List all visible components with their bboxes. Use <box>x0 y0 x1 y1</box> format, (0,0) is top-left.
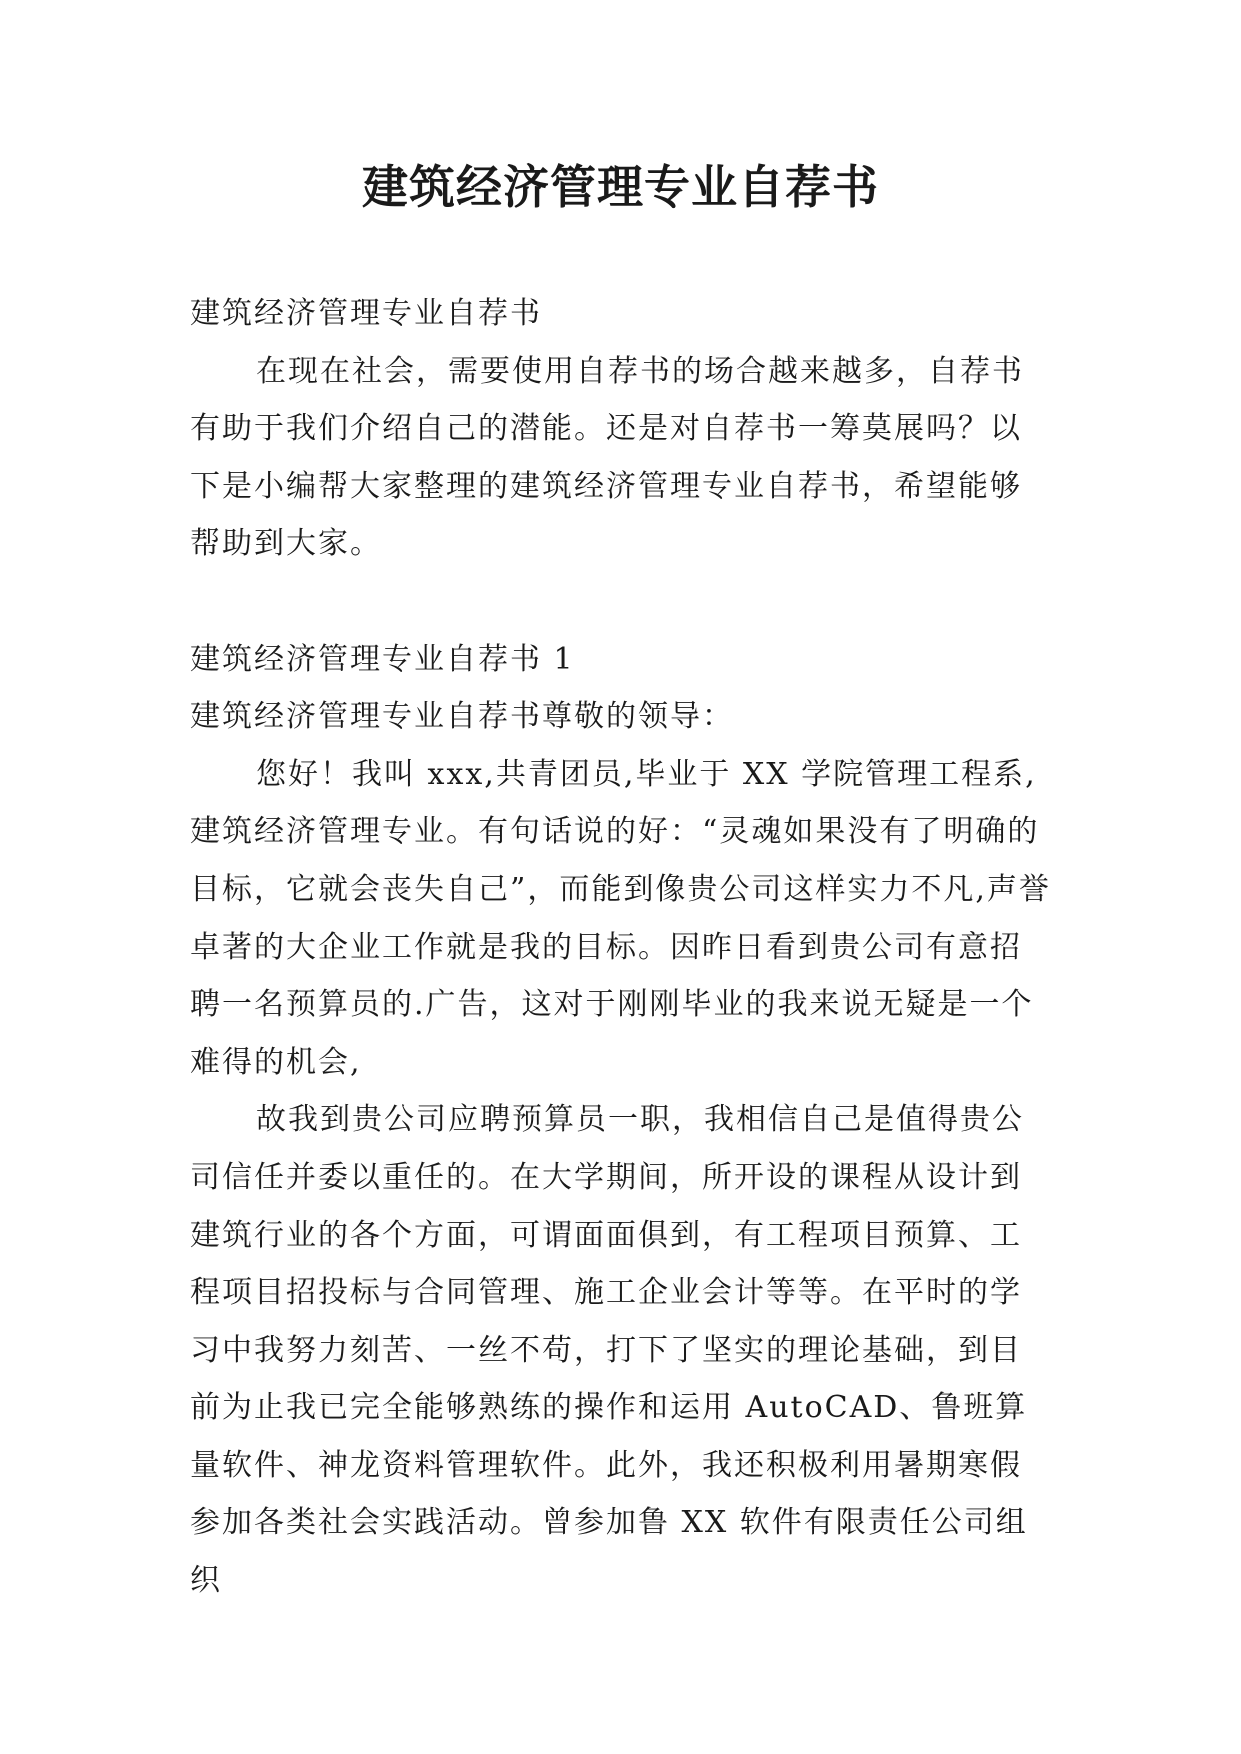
body-paragraph: 故我到贵公司应聘预算员一职，我相信自己是值得贵公司信任并委以重任的。在大学期间，所开设的课程从设计到建筑行业的各个方面，可谓面面俱到，有工程项目预算、工程项目招投标与合同管理、施工企业会计等等。在平时的学习中我努力刻苦、一丝不苟，打下了坚实的理论基础，到目前为止我已完全能够熟练的操作和运用 AutoCAD、鲁班算量软件、神龙资料管理软件。此外，我还积极利用暑期寒假参加各类社会实践活动。曾参加鲁 XX 软件有限责任公司组织 <box>190 1102 1028 1599</box>
document-body <box>190 285 1052 1610</box>
body-paragraph: 您好！我叫 xxx,共青团员,毕业于 XX 学院管理工程系,建筑经济管理专业。有句话说的好：“灵魂如果没有了明确的目标，它就会丧失自己”，而能到像贵公司这样实力不凡,声誉卓著的大企业工作就是我的目标。因昨日看到贵公司有意招聘一名预算员的.广告，这对于刚刚毕业的我来说无疑是一个难得的机会, <box>190 756 1051 1080</box>
document-title: 建筑经济管理专业自荐书 <box>362 160 879 214</box>
salutation: 建筑经济管理专业自荐书尊敬的领导： <box>190 699 734 735</box>
intro-paragraph: 在现在社会，需要使用自荐书的场合越来越多，自荐书有助于我们介绍自己的潜能。还是对自荐书一筹莫展吗？以下是小编帮大家整理的建筑经济管理专业自荐书，希望能够帮助到大家。 <box>190 353 1024 562</box>
document-subtitle: 建筑经济管理专业自荐书 <box>190 296 542 331</box>
paragraph-spacer <box>190 573 1052 631</box>
section-heading: 建筑经济管理专业自荐书 1 <box>190 641 575 677</box>
